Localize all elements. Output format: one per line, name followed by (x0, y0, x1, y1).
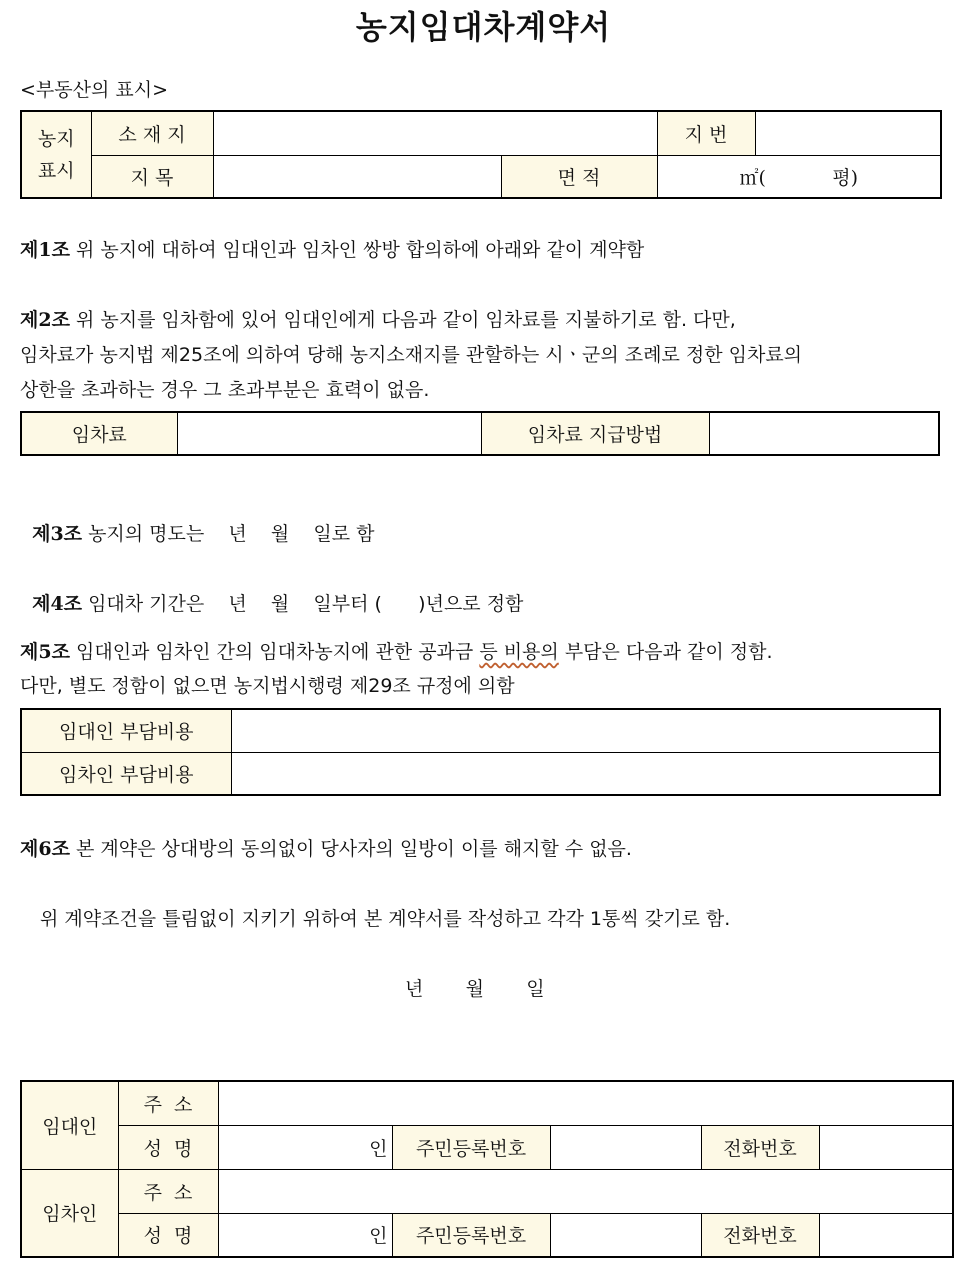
land-category-label: 지 목 (91, 155, 213, 198)
article-2-text-line2: 임차료가 농지법 제25조에 의하여 당해 농지소재지를 관할하는 시ㆍ군의 조례로 정한 임차료의 (20, 344, 803, 366)
article-4 (20, 567, 523, 616)
article-2-text-line1: 위 농지를 임차함에 있어 임대인에게 다음과 같이 임차료를 지불하기로 함. 다만, (75, 309, 736, 331)
location-field[interactable] (213, 111, 657, 155)
lot-number-field[interactable] (755, 111, 941, 155)
lessee-name-field[interactable] (218, 1213, 392, 1257)
document-title: 농지임대차계약서 (355, 8, 612, 46)
closing-statement: 위 계약조건을 틀림없이 지키기 위하여 본 계약서를 작성하고 각각 1통씩 갖기로 함. (40, 908, 731, 930)
lessee-seal-mark: 인 (369, 1225, 388, 1248)
rent-label: 임차료 (21, 412, 177, 455)
article-2-text-line3: 상한을 초과하는 경우 그 초과부분은 효력이 없음. (20, 379, 430, 401)
lessee-address-label: 주 소 (118, 1169, 218, 1213)
lessor-seal-mark: 인 (369, 1137, 388, 1160)
article-5-heading: 제5조 (20, 641, 70, 663)
farmland-label-line1: 농지 (37, 127, 75, 150)
article-4-heading: 제4조 (32, 593, 83, 615)
article-2-line1 (20, 305, 736, 332)
article-1 (20, 235, 644, 262)
location-label: 소 재 지 (91, 111, 213, 155)
article-6-heading: 제6조 (20, 838, 70, 860)
lessor-name-label: 성 명 (118, 1125, 218, 1169)
lot-number-label: 지 번 (657, 111, 755, 155)
payment-method-field[interactable] (709, 412, 939, 455)
farmland-label (21, 111, 91, 198)
cost-table (20, 708, 941, 796)
article-2-heading: 제2조 (20, 309, 70, 331)
contract-date: 년 월 일 (405, 978, 545, 1000)
lessor-address-label: 주 소 (118, 1081, 218, 1125)
lessor-name-field[interactable] (218, 1125, 392, 1169)
lessor-label: 임대인 (21, 1081, 118, 1169)
rent-table (20, 411, 940, 456)
lessee-address-field[interactable] (218, 1169, 953, 1213)
lessor-cost-label: 임대인 부담비용 (21, 709, 231, 752)
lessee-resident-no-label: 주민등록번호 (392, 1213, 550, 1257)
article-1-heading: 제1조 (20, 239, 70, 261)
lessee-label: 임차인 (21, 1169, 118, 1257)
lessor-phone-field[interactable] (819, 1125, 953, 1169)
lessor-address-field[interactable] (218, 1081, 953, 1125)
lessee-phone-label: 전화번호 (701, 1213, 819, 1257)
lessor-cost-field[interactable] (231, 709, 940, 752)
lessee-phone-field[interactable] (819, 1213, 953, 1257)
article-5-text-pre: 임대인과 임차인 간의 임대차농지에 관한 공과금 (75, 641, 480, 663)
payment-method-label: 임차료 지급방법 (481, 412, 709, 455)
lessee-name-label: 성 명 (118, 1213, 218, 1257)
lessee-cost-field[interactable] (231, 752, 940, 795)
area-unit-field[interactable]: ㎡( 평) (657, 155, 941, 198)
lessee-resident-no-field[interactable] (550, 1213, 701, 1257)
article-5-text-line2: 다만, 별도 정함이 없으면 농지법시행령 제29조 규정에 의함 (20, 675, 515, 697)
article-4-text: 임대차 기간은 년 월 일부터 ( )년으로 정함 (88, 593, 524, 615)
property-section-label: <부동산의 표시> (20, 79, 169, 101)
article-5-text-squiggle: 등 비용의 (479, 641, 559, 663)
property-table (20, 110, 942, 199)
rent-field[interactable] (177, 412, 481, 455)
land-category-field[interactable] (213, 155, 501, 198)
article-6 (20, 834, 632, 861)
article-3-heading: 제3조 (32, 523, 83, 545)
article-5-line1 (20, 637, 773, 664)
lessor-resident-no-field[interactable] (550, 1125, 701, 1169)
article-3-text: 농지의 명도는 년 월 일로 함 (88, 523, 375, 545)
lessee-cost-label: 임차인 부담비용 (21, 752, 231, 795)
farmland-label-line2: 표시 (37, 159, 75, 182)
parties-table (20, 1080, 954, 1258)
article-5-text-post: 부담은 다음과 같이 정함. (558, 641, 773, 663)
article-3 (20, 497, 375, 546)
lessor-resident-no-label: 주민등록번호 (392, 1125, 550, 1169)
lessor-phone-label: 전화번호 (701, 1125, 819, 1169)
article-6-text: 본 계약은 상대방의 동의없이 당사자의 일방이 이를 해지할 수 없음. (75, 838, 632, 860)
article-1-text: 위 농지에 대하여 임대인과 임차인 쌍방 합의하에 아래와 같이 계약함 (75, 239, 645, 261)
area-label: 면 적 (501, 155, 657, 198)
